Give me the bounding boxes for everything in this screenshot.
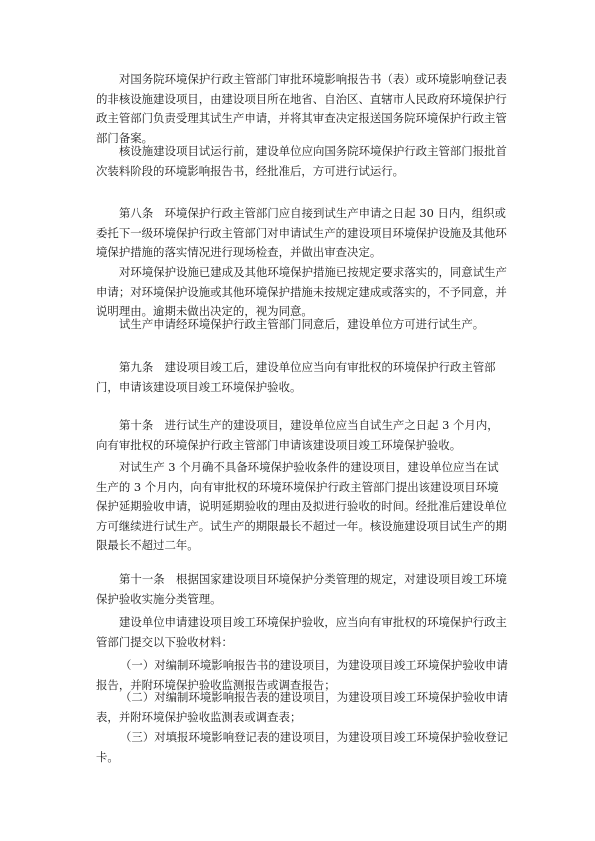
paragraph-article-10: 第十条 进行试生产的建设项目，建设单位应当自试生产之日起 3 个月内，向有审批权的环境保护行政主管部门申请该建设项目竣工环境保护验收。 bbox=[96, 418, 499, 452]
paragraph-article-10-extension: 对试生产 3 个月确不具备环境保护验收条件的建设项目，建设单位应当在试生产的 3 个月内，向有审批权的环境环境保护行政主管部门提出该建设项目环境保护延期验收申请，说明延期验收的理由及拟进行验收的时间。经批准后建设单位方可继续进行试生产。试生产的期限最长不超过一年。核设施建设项目试生产的期限最长不超过二年。 bbox=[96, 460, 507, 552]
paragraph-nuclear-trial-run: 核设施建设项目试运行前，建设单位应向国务院环境保护行政主管部门报批首次装料阶段的环境影响报告书，经批准后，方可进行试运行。 bbox=[96, 144, 507, 178]
paragraph-article-8: 第八条 环境保护行政主管部门应自接到试生产申请之日起 30 日内，组织或委托下一级环境保护行政主管部门对申请试生产的建设项目环境保护设施及其他环境保护措施的落实情况进行现场检查，并做出审查决定。 bbox=[96, 206, 507, 259]
paragraph-article-11-materials: 建设单位申请建设项目竣工环境保护验收，应当向有审批权的环境保护行政主管部门提交以下验收材料： bbox=[96, 615, 507, 649]
list-item-1: （一）对编制环境影响报告书的建设项目，为建设项目竣工环境保护验收申请报告，并附环境保护验收监测报告或调查报告； bbox=[96, 658, 508, 692]
paragraph-article-8-decision: 对环境保护设施已建成及其他环境保护措施已按规定要求落实的，同意试生产申请；对环境保护设施或其他环境保护措施未按规定建成或落实的，不予同意，并说明理由。逾期未做出决定的，视为同意。 bbox=[96, 265, 507, 318]
paragraph-article-8-approval: 试生产申请经环境保护行政主管部门同意后，建设单位方可进行试生产。 bbox=[119, 317, 485, 331]
list-item-2: （二）对编制环境影响报告表的建设项目，为建设项目竣工环境保护验收申请表，并附环境保护验收监测表或调查表； bbox=[96, 690, 508, 724]
paragraph-article-9: 第九条 建设项目竣工后，建设单位应当向有审批权的环境保护行政主管部门，申请该建设项目竣工环境保护验收。 bbox=[96, 360, 496, 394]
paragraph-article-11: 第十一条 根据国家建设项目环境保护分类管理的规定，对建设项目竣工环境保护验收实施分类管理。 bbox=[96, 572, 507, 606]
list-item-3: （三）对填报环境影响登记表的建设项目，为建设项目竣工环境保护验收登记卡。 bbox=[96, 730, 508, 764]
paragraph-nonnuclear-filing: 对国务院环境保护行政主管部门审批环境影响报告书（表）或环境影响登记表的非核设施建设项目，由建设项目所在地省、自治区、直辖市人民政府环境保护行政主管部门负责受理其试生产申请，并将其审查决定报送国务院环境保护行政主管部门备案。 bbox=[96, 72, 507, 145]
